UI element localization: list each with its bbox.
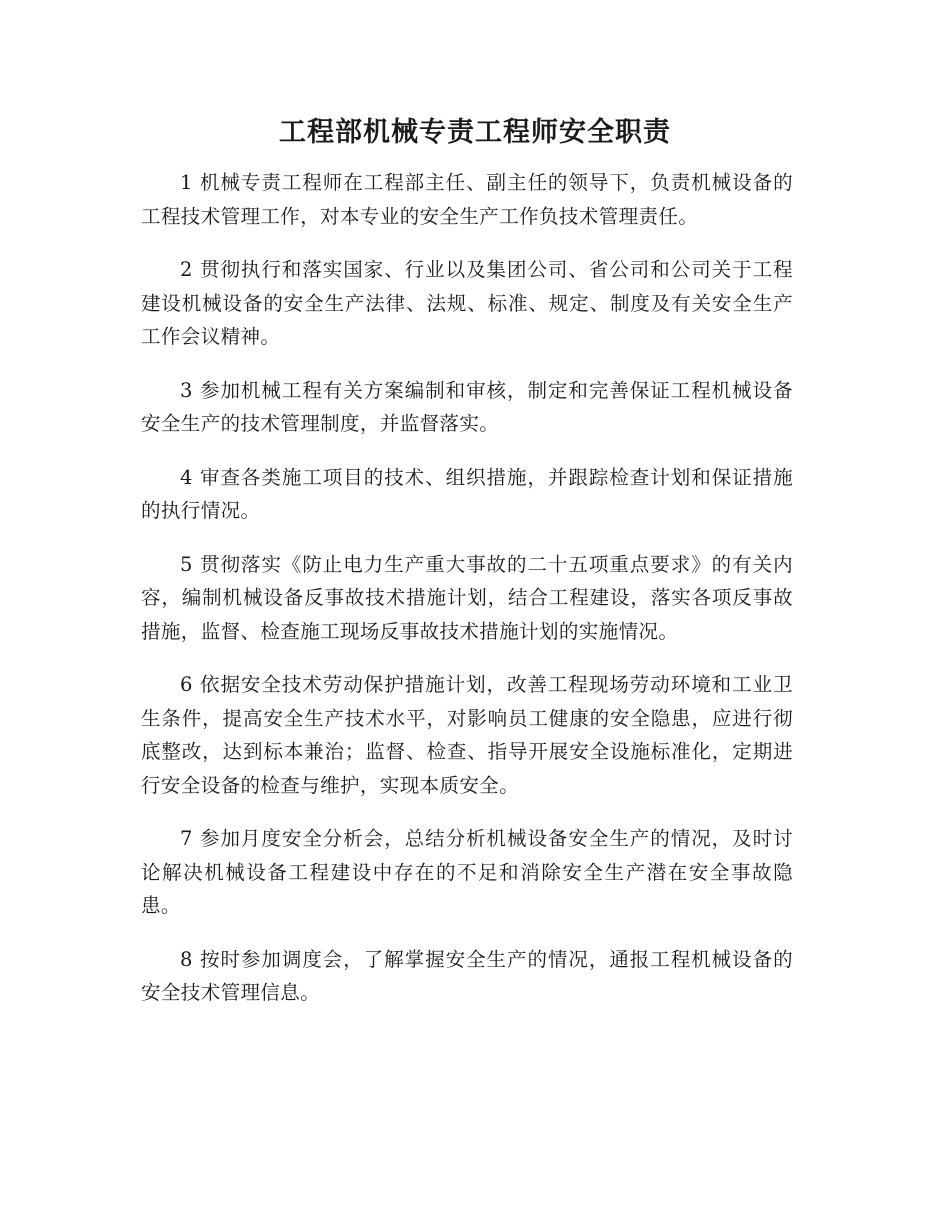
- duty-item-1: 1 机械专责工程师在工程部主任、副主任的领导下，负责机械设备的工程技术管理工作，对本专业的安全生产工作负技术管理责任。: [141, 171, 793, 228]
- duty-item-6: 6 依据安全技术劳动保护措施计划，改善工程现场劳动环境和工业卫生条件，提高安全生产技术水平，对影响员工健康的安全隐患，应进行彻底整改，达到标本兼治；监督、检查、指导开展安全设施标准化，定期进行安全设备的检查与维护，实现本质安全。: [141, 673, 793, 797]
- document-title: 工程部机械专责工程师安全职责: [279, 117, 671, 148]
- duty-item-4: 4 审查各类施工项目的技术、组织措施，并跟踪检查计划和保证措施的执行情况。: [141, 465, 793, 522]
- duty-item-2: 2 贯彻执行和落实国家、行业以及集团公司、省公司和公司关于工程建设机械设备的安全生产法律、法规、标准、规定、制度及有关安全生产工作会议精神。: [141, 258, 793, 348]
- duty-item-8: 8 按时参加调度会，了解掌握安全生产的情况，通报工程机械设备的安全技术管理信息。: [141, 947, 793, 1004]
- document-body: [141, 166, 793, 1030]
- duty-item-3: 3 参加机械工程有关方案编制和审核，制定和完善保证工程机械设备安全生产的技术管理制度，并监督落实。: [141, 378, 793, 435]
- duty-item-5: 5 贯彻落实《防止电力生产重大事故的二十五项重点要求》的有关内容，编制机械设备反事故技术措施计划，结合工程建设，落实各项反事故措施，监督、检查施工现场反事故技术措施计划的实施情况。: [141, 552, 793, 643]
- duty-item-7: 7 参加月度安全分析会，总结分析机械设备安全生产的情况，及时讨论解决机械设备工程建设中存在的不足和消除安全生产潜在安全事故隐患。: [141, 827, 793, 917]
